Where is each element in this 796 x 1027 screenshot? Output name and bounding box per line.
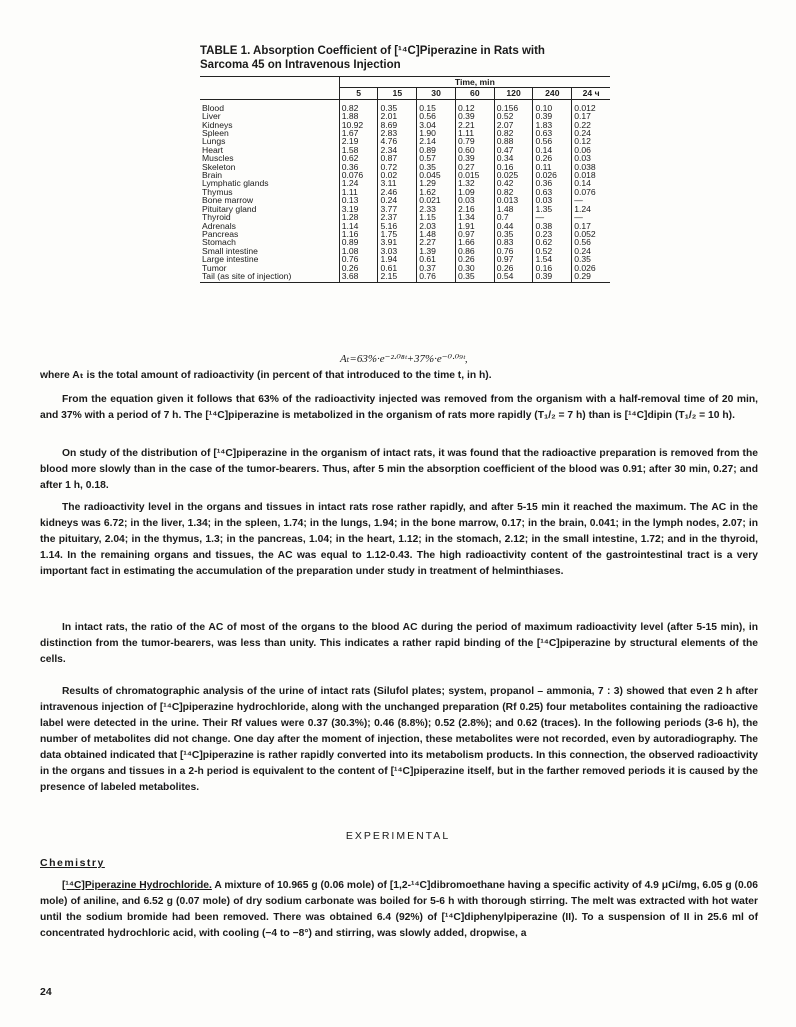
value-cell: 0.52 bbox=[494, 112, 533, 120]
value-cell: 0.82 bbox=[339, 99, 378, 112]
value-cell: 0.015 bbox=[455, 171, 494, 179]
value-cell: 3.91 bbox=[378, 238, 417, 246]
value-cell: — bbox=[533, 213, 572, 221]
organ-name-cell: Stomach bbox=[202, 237, 236, 248]
value-cell: 1.67 bbox=[339, 129, 378, 137]
value-cell: 1.16 bbox=[339, 230, 378, 238]
value-cell: 1.62 bbox=[417, 188, 456, 196]
value-cell: 0.018 bbox=[572, 171, 610, 179]
paragraph-intact-distribution: On study of the distribution of [¹⁴C]piperazine in the organism of intact rats, it was found that the radioactive preparation is removed from the blood more slowly than in the case of the tumor-bearers. Thus, after 5 min the absorption coefficient of the blood was 0.91; after 30 min, 0.27; and after 1 h, 0.18. bbox=[40, 448, 758, 491]
time-column-header: 60 bbox=[455, 88, 494, 99]
chemistry-heading: Chemistry bbox=[40, 857, 105, 869]
value-cell: 0.56 bbox=[533, 137, 572, 145]
value-cell: 0.076 bbox=[339, 171, 378, 179]
value-cell: 2.27 bbox=[417, 238, 456, 246]
organ-name-cell: Spleen bbox=[202, 128, 229, 139]
value-cell: 0.13 bbox=[339, 196, 378, 204]
value-cell: 0.62 bbox=[339, 154, 378, 162]
value-cell: 0.63 bbox=[533, 129, 572, 137]
value-cell: 1.48 bbox=[417, 230, 456, 238]
value-cell: 0.56 bbox=[572, 238, 610, 246]
value-cell: 0.52 bbox=[533, 247, 572, 255]
value-cell: 1.48 bbox=[494, 205, 533, 213]
value-cell: 0.052 bbox=[572, 230, 610, 238]
value-cell: 10.92 bbox=[339, 121, 378, 129]
value-cell: 0.045 bbox=[417, 171, 456, 179]
value-cell: 0.30 bbox=[455, 264, 494, 272]
time-column-header: 240 bbox=[533, 88, 572, 99]
organ-name-cell: Adrenals bbox=[202, 220, 236, 231]
value-cell: 0.35 bbox=[494, 230, 533, 238]
value-cell: 0.076 bbox=[572, 188, 610, 196]
value-cell: 0.34 bbox=[494, 154, 533, 162]
value-cell: 1.90 bbox=[417, 129, 456, 137]
organ-name-cell: Lungs bbox=[202, 136, 226, 147]
organ-name-cell: Brain bbox=[202, 170, 223, 181]
value-cell: 0.76 bbox=[417, 272, 456, 283]
value-cell: 2.21 bbox=[455, 121, 494, 129]
organ-column-header bbox=[200, 88, 339, 99]
value-cell: 0.47 bbox=[494, 146, 533, 154]
value-cell: 1.32 bbox=[455, 179, 494, 187]
value-cell: 0.39 bbox=[455, 154, 494, 162]
value-cell: 5.16 bbox=[378, 222, 417, 230]
value-cell: 3.77 bbox=[378, 205, 417, 213]
value-cell: 2.14 bbox=[417, 137, 456, 145]
table-caption-line-1: TABLE 1. Absorption Coefficient of [¹⁴C]Piperazine in Rats with bbox=[200, 45, 545, 57]
value-cell: 0.026 bbox=[572, 264, 610, 272]
value-cell: 1.15 bbox=[417, 213, 456, 221]
value-cell: 0.24 bbox=[378, 196, 417, 204]
value-cell: 0.35 bbox=[572, 255, 610, 263]
value-cell: 2.37 bbox=[378, 213, 417, 221]
value-cell: 1.11 bbox=[455, 129, 494, 137]
value-cell: 4.76 bbox=[378, 137, 417, 145]
value-cell: — bbox=[572, 213, 610, 221]
value-cell: 0.17 bbox=[572, 222, 610, 230]
value-cell: 1.08 bbox=[339, 247, 378, 255]
value-cell: 0.76 bbox=[494, 247, 533, 255]
value-cell: 0.42 bbox=[494, 179, 533, 187]
value-cell: 0.16 bbox=[494, 163, 533, 171]
value-cell: 2.03 bbox=[417, 222, 456, 230]
value-cell: 0.38 bbox=[533, 222, 572, 230]
table-caption-line-2: Sarcoma 45 on Intravenous Injection bbox=[200, 59, 401, 71]
value-cell: 0.88 bbox=[494, 137, 533, 145]
value-cell: 0.025 bbox=[494, 171, 533, 179]
value-cell: 3.04 bbox=[417, 121, 456, 129]
value-cell: 2.19 bbox=[339, 137, 378, 145]
value-cell: 1.24 bbox=[572, 205, 610, 213]
value-cell: 0.36 bbox=[533, 179, 572, 187]
value-cell: 3.11 bbox=[378, 179, 417, 187]
organ-name-cell: Tumor bbox=[202, 262, 227, 273]
value-cell: 0.013 bbox=[494, 196, 533, 204]
value-cell: 0.37 bbox=[417, 264, 456, 272]
value-cell: 0.156 bbox=[494, 99, 533, 112]
organ-name-cell: Lymphatic glands bbox=[202, 178, 269, 189]
value-cell: 0.06 bbox=[572, 146, 610, 154]
value-cell: 0.87 bbox=[378, 154, 417, 162]
value-cell: 0.12 bbox=[455, 99, 494, 112]
value-cell: 1.09 bbox=[455, 188, 494, 196]
paragraph-chromatography: Results of chromatographic analysis of the urine of intact rats (Silufol plates; system, propanol – ammonia, 7 : 3) showed that even 2 h after intravenous injection of [¹⁴C]piperazine hydrochloride, along with the unchanged preparation (Rf 0.25) four metabolites containing the radioactive label were detected in the urine. Their Rf values were 0.37 (30.3%); 0.46 (8.8%); 0.52 (2.8%); and 0.62 (traces). In the following periods (3-6 h), the number of metabolites did not change. One day after the moment of injection, these metabolites were not recorded, even by autoradiography. The data obtained indicated that [¹⁴C]piperazine is rather rapidly converted into its metabolism products. In this connection, the observed radioactivity in the organs and tissues in a 2-h period is equivalent to the content of [¹⁴C]piperazine itself, but in the farther removed periods it is caused by the presence of labeled metabolites. bbox=[40, 686, 758, 793]
organ-name-cell: Thyroid bbox=[202, 212, 231, 223]
page-number: 24 bbox=[40, 986, 52, 998]
value-cell: 0.16 bbox=[533, 264, 572, 272]
value-cell: 0.038 bbox=[572, 163, 610, 171]
value-cell: 0.26 bbox=[533, 154, 572, 162]
value-cell: 2.15 bbox=[378, 272, 417, 283]
value-cell: 0.27 bbox=[455, 163, 494, 171]
paragraph-where: where Aₜ is the total amount of radioactivity (in percent of that introduced to the time t, in h). bbox=[40, 370, 492, 381]
value-cell: 1.94 bbox=[378, 255, 417, 263]
value-cell: 3.19 bbox=[339, 205, 378, 213]
paragraph-piperazine-hydrochloride bbox=[40, 878, 758, 942]
value-cell: 0.35 bbox=[455, 272, 494, 283]
elimination-equation: Aₜ=63%·e⁻²·⁰⁸ᵗ+37%·e⁻⁰·⁰⁹ᵗ, bbox=[340, 353, 468, 365]
organ-name-cell: Large intestine bbox=[202, 254, 259, 265]
organ-name-cell: Small intestine bbox=[202, 245, 258, 256]
value-cell: 0.97 bbox=[455, 230, 494, 238]
value-cell: 2.01 bbox=[378, 112, 417, 120]
table-caption bbox=[200, 44, 620, 72]
value-cell: 1.75 bbox=[378, 230, 417, 238]
value-cell: 0.10 bbox=[533, 99, 572, 112]
value-cell: 0.26 bbox=[455, 255, 494, 263]
value-cell: 0.83 bbox=[494, 238, 533, 246]
value-cell: 0.03 bbox=[572, 154, 610, 162]
time-column-header: 15 bbox=[378, 88, 417, 99]
organ-name-cell: Tail (as site of injection) bbox=[200, 272, 339, 283]
time-column-header: 120 bbox=[494, 88, 533, 99]
value-cell: 0.012 bbox=[572, 99, 610, 112]
value-cell: 0.17 bbox=[572, 112, 610, 120]
value-cell: 1.54 bbox=[533, 255, 572, 263]
value-cell: 0.89 bbox=[339, 238, 378, 246]
time-column-header: 5 bbox=[339, 88, 378, 99]
paragraph-equation-result: From the equation given it follows that 63% of the radioactivity injected was removed from the organism with a half-removal time of 20 min, and 37% with a period of 7 h. The [¹⁴C]piperazine is metabolized in the organism of rats more rapidly (T₁/₂ = 7 h) than is [¹⁴C]dipin (T₁/₂ = 10 h). bbox=[40, 394, 758, 421]
value-cell: 0.61 bbox=[417, 255, 456, 263]
paragraph-radioactivity-level: The radioactivity level in the organs and tissues in intact rats rose rather rapidly, and after 5-15 min it reached the maximum. The AC in the kidneys was 6.72; in the liver, 1.34; in the spleen, 1.74; in the lungs, 1.94; in the bone marrow, 0.17; in the brain, 0.041; in the lymph nodes, 2.07; in the pituitary, 2.04; in the thymus, 1.3; in the pancreas, 1.04; in the heart, 1.12; in the stomach, 2.12; in the small intestine, 1.72; and in the thyroid, 1.14. In the remaining organs and tissues, the AC was equal to 1.12-0.43. The high radioactivity content of the gastrointestinal tract is a very important fact in estimating the accumulation of the preparation under study in treatment of helminthiases. bbox=[40, 502, 758, 577]
value-cell: 0.7 bbox=[494, 213, 533, 221]
value-cell: 1.39 bbox=[417, 247, 456, 255]
value-cell: 0.35 bbox=[378, 99, 417, 112]
compound-procedure: A mixture of 10.965 g (0.06 mole) of [1,2-¹⁴C]dibromoethane having a specific activity of 4.9 μCi/mg, 6.05 g (0.06 mole) of aniline, and 6.52 g (0.07 mole) of dry sodium carbonate was boiled for 5-6 h with thorough stirring. The melt was extracted with hot water until the sodium bromide had been removed. There was obtained 6.4 (92%) of [¹⁴C]diphenylpiperazine (II). To a suspension of II in 25.6 ml of concentrated hydrochloric acid, with cooling (−4 to −8°) and stirring, was slowly added, dropwise, a bbox=[40, 880, 758, 939]
value-cell: 3.03 bbox=[378, 247, 417, 255]
value-cell: 1.28 bbox=[339, 213, 378, 221]
value-cell: 1.66 bbox=[455, 238, 494, 246]
value-cell: 0.29 bbox=[572, 272, 610, 283]
value-cell: 1.83 bbox=[533, 121, 572, 129]
value-cell: 0.60 bbox=[455, 146, 494, 154]
value-cell: 0.39 bbox=[533, 112, 572, 120]
value-cell: 0.97 bbox=[494, 255, 533, 263]
value-cell: 0.61 bbox=[378, 264, 417, 272]
value-cell: 0.35 bbox=[417, 163, 456, 171]
value-cell: 2.33 bbox=[417, 205, 456, 213]
experimental-heading: EXPERIMENTAL bbox=[345, 830, 451, 842]
value-cell: 0.36 bbox=[339, 163, 378, 171]
value-cell: 0.24 bbox=[572, 247, 610, 255]
value-cell: 2.07 bbox=[494, 121, 533, 129]
value-cell: 2.83 bbox=[378, 129, 417, 137]
value-cell: — bbox=[572, 196, 610, 204]
absorption-coefficient-table bbox=[200, 76, 610, 283]
value-cell: 2.34 bbox=[378, 146, 417, 154]
value-cell: 0.62 bbox=[533, 238, 572, 246]
value-cell: 1.88 bbox=[339, 112, 378, 120]
value-cell: 0.14 bbox=[572, 179, 610, 187]
value-cell: 0.14 bbox=[533, 146, 572, 154]
organ-name-cell: Liver bbox=[202, 111, 221, 122]
organ-name-cell: Blood bbox=[202, 102, 224, 113]
value-cell: 1.91 bbox=[455, 222, 494, 230]
value-cell: 0.63 bbox=[533, 188, 572, 196]
value-cell: 0.23 bbox=[533, 230, 572, 238]
value-cell: 0.22 bbox=[572, 121, 610, 129]
value-cell: 0.79 bbox=[455, 137, 494, 145]
compound-title: [¹⁴C]Piperazine Hydrochloride. bbox=[62, 880, 212, 891]
value-cell: 0.82 bbox=[494, 188, 533, 196]
value-cell: 0.76 bbox=[339, 255, 378, 263]
time-header: Time, min bbox=[339, 77, 610, 88]
organ-name-cell: Kidneys bbox=[202, 119, 233, 130]
time-column-header: 24 ч bbox=[572, 88, 610, 99]
value-cell: 0.54 bbox=[494, 272, 533, 283]
value-cell: 0.03 bbox=[455, 196, 494, 204]
organ-name-cell: Heart bbox=[202, 144, 224, 155]
value-cell: 0.39 bbox=[533, 272, 572, 283]
value-cell: 0.02 bbox=[378, 171, 417, 179]
value-cell: 3.68 bbox=[339, 272, 378, 283]
table-row bbox=[200, 272, 610, 283]
time-column-header: 30 bbox=[417, 88, 456, 99]
table-row bbox=[200, 205, 610, 213]
value-cell: 0.26 bbox=[339, 264, 378, 272]
organ-name-cell: Skeleton bbox=[202, 161, 236, 172]
value-cell: 0.026 bbox=[533, 171, 572, 179]
value-cell: 0.82 bbox=[494, 129, 533, 137]
value-cell: 1.11 bbox=[339, 188, 378, 196]
value-cell: 0.021 bbox=[417, 196, 456, 204]
value-cell: 1.34 bbox=[455, 213, 494, 221]
organ-name-cell: Pituitary gland bbox=[202, 203, 257, 214]
value-cell: 0.12 bbox=[572, 137, 610, 145]
value-cell: 2.46 bbox=[378, 188, 417, 196]
organ-name-cell: Pancreas bbox=[202, 228, 239, 239]
value-cell: 2.16 bbox=[455, 205, 494, 213]
value-cell: 1.14 bbox=[339, 222, 378, 230]
organ-name-cell: Muscles bbox=[202, 153, 234, 164]
organ-header-blank bbox=[200, 77, 339, 88]
value-cell: 0.11 bbox=[533, 163, 572, 171]
value-cell: 1.29 bbox=[417, 179, 456, 187]
value-cell: 0.39 bbox=[455, 112, 494, 120]
paragraph-ac-ratio: In intact rats, the ratio of the AC of most of the organs to the blood AC during the period of maximum radioactivity level (after 5-15 min), in distinction from the tumor-bearers, was less than unity. This indicates a rather rapid binding of the [¹⁴C]piperazine by structural elements of the cells. bbox=[40, 622, 758, 665]
value-cell: 8.69 bbox=[378, 121, 417, 129]
value-cell: 0.03 bbox=[533, 196, 572, 204]
value-cell: 1.24 bbox=[339, 179, 378, 187]
value-cell: 0.89 bbox=[417, 146, 456, 154]
value-cell: 1.35 bbox=[533, 205, 572, 213]
value-cell: 1.58 bbox=[339, 146, 378, 154]
value-cell: 0.15 bbox=[417, 99, 456, 112]
value-cell: 0.57 bbox=[417, 154, 456, 162]
value-cell: 0.72 bbox=[378, 163, 417, 171]
value-cell: 0.56 bbox=[417, 112, 456, 120]
organ-name-cell: Thymus bbox=[202, 186, 233, 197]
value-cell: 0.26 bbox=[494, 264, 533, 272]
value-cell: 0.44 bbox=[494, 222, 533, 230]
organ-name-cell: Bone marrow bbox=[202, 195, 254, 206]
value-cell: 0.86 bbox=[455, 247, 494, 255]
value-cell: 0.24 bbox=[572, 129, 610, 137]
